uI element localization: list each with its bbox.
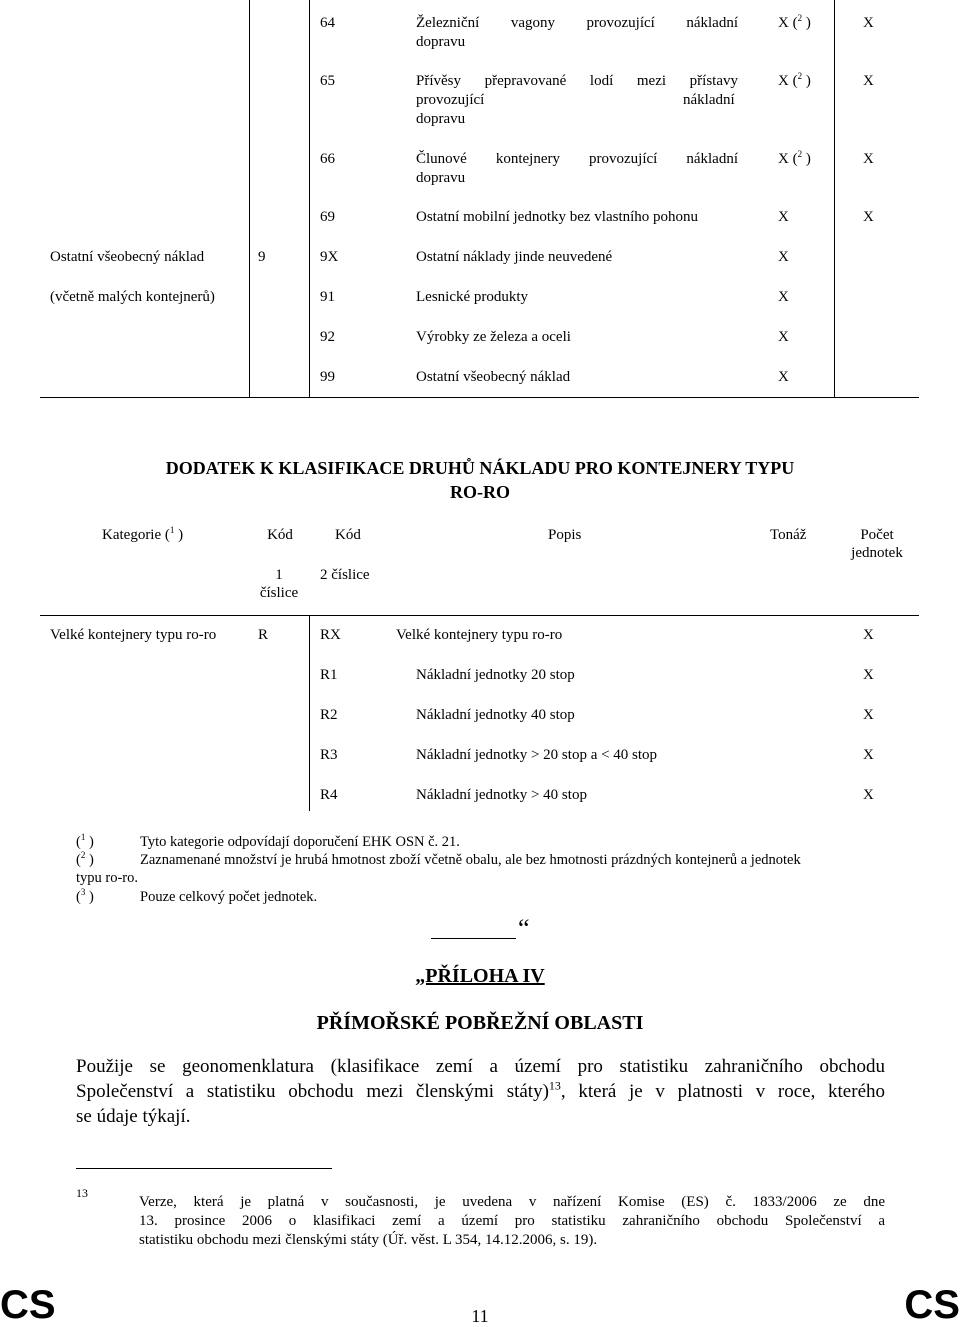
note-text: Tyto kategorie odpovídají doporučení EHK OSN č. 21. bbox=[140, 834, 460, 850]
body-line: se údaje týkají. bbox=[76, 1106, 191, 1127]
table-row-tonaz: X ($^2$ ) bbox=[778, 13, 811, 31]
header-tonaz: Tonáž bbox=[770, 527, 807, 543]
table-row-desc: nákladní bbox=[683, 92, 735, 108]
table-row-code: 64 bbox=[320, 15, 335, 31]
table-row-kod1: R bbox=[258, 627, 269, 643]
table-row-pocet: X bbox=[863, 707, 874, 723]
table-row-code: 92 bbox=[320, 329, 335, 345]
table-row-code: 66 bbox=[320, 151, 335, 167]
table-row-pocet: X bbox=[863, 151, 874, 167]
note-marker: ($^1$ ) bbox=[76, 832, 94, 850]
table-row-desc: dopravu bbox=[416, 111, 466, 127]
closing-quote: “ bbox=[518, 914, 530, 943]
note-marker: ($^3$ ) bbox=[76, 887, 94, 905]
body-line: Použije se geonomenklatura (klasifikace zemí a území pro statistiku zahraničního obchodu bbox=[76, 1056, 885, 1077]
header-pocet: Počet jednotek bbox=[851, 527, 903, 561]
table-row-category: (včetně malých kontejnerů) bbox=[50, 289, 215, 305]
table-row-code: R4 bbox=[320, 787, 338, 803]
table-row-tonaz: X bbox=[778, 289, 789, 305]
footnote-text: Verze, která je platná v současnosti, je uvedena v nařízení Komise (ES) č. 1833/2006 ze dne 13. prosince 2006 o klasifikaci zemí a území pro statistiku zahraničního obchodu Společenství a statistiku obchodu mezi členskými státy (Úř. věst. L 354, 14.12.2006, s. 19). bbox=[139, 1194, 885, 1248]
table-row-code: 69 bbox=[320, 209, 335, 225]
table-row-code: R1 bbox=[320, 667, 338, 683]
header-kategorie: Kategorie ($^1$ ) bbox=[102, 525, 184, 543]
header-popis: Popis bbox=[548, 527, 582, 543]
table-row-desc: Lesnické produkty bbox=[416, 289, 529, 305]
table-row-desc: dopravu bbox=[416, 170, 466, 186]
table-row-pocet: X bbox=[863, 209, 874, 225]
table-row-pocet: X bbox=[863, 747, 874, 763]
table-row-code: RX bbox=[320, 627, 341, 643]
table-row-desc: Nákladní jednotky 20 stop bbox=[416, 667, 575, 683]
note-text: Pouze celkový počet jednotek. bbox=[140, 889, 318, 905]
annex-body bbox=[76, 1054, 885, 1129]
table-divider bbox=[40, 615, 919, 616]
table-row-tonaz: X bbox=[778, 369, 789, 385]
table-row-tonaz: X bbox=[778, 209, 789, 225]
table-row-code: 99 bbox=[320, 369, 335, 385]
table-row-tonaz: X ($^2$ ) bbox=[778, 71, 811, 89]
section-title-line: RO-RO bbox=[450, 482, 510, 502]
table-row-pocet: X bbox=[863, 73, 874, 89]
table-row-pocet: X bbox=[863, 627, 874, 643]
header-kod2-sub: 2 číslice bbox=[320, 567, 370, 583]
table-divider bbox=[309, 0, 310, 397]
footer-lang-right: CS bbox=[904, 1283, 960, 1327]
table-row-desc: Člunové kontejnery provozující nákladní bbox=[416, 151, 738, 167]
table-bottom-border bbox=[40, 397, 919, 398]
table-row-code: R3 bbox=[320, 747, 338, 763]
header-kod2: Kód bbox=[335, 527, 361, 543]
table-row-kod1: 9 bbox=[258, 249, 266, 265]
table-row-tonaz: X bbox=[778, 249, 789, 265]
footnote-separator bbox=[76, 1168, 332, 1169]
note-text: typu ro-ro. bbox=[76, 870, 139, 886]
table-row-desc: Ostatní všeobecný náklad bbox=[416, 369, 571, 385]
table-row-desc: Ostatní mobilní jednotky bez vlastního pohonu bbox=[416, 209, 699, 225]
table-row-desc: Železniční vagony provozující nákladní bbox=[416, 15, 738, 31]
table-row-desc: Ostatní náklady jinde neuvedené bbox=[416, 249, 613, 265]
table-row-code: 9X bbox=[320, 249, 339, 265]
table-row-pocet: X bbox=[863, 787, 874, 803]
table-row-desc: Nákladní jednotky > 20 stop a < 40 stop bbox=[416, 747, 658, 763]
body-line: Společenství a statistiku obchodu mezi členskými státy)$^{13}$, která je v platnosti v roce, kterého bbox=[76, 1078, 886, 1102]
section-title bbox=[0, 456, 960, 504]
note-text: Zaznamenané množství je hrubá hmotnost zboží včetně obalu, ale bez hmotnosti prázdných kontejnerů a jednotek bbox=[140, 852, 801, 868]
table-row-code: 65 bbox=[320, 73, 335, 89]
table-divider bbox=[309, 615, 310, 811]
note-marker: ($^2$ ) bbox=[76, 850, 94, 868]
table-row-tonaz: X bbox=[778, 329, 789, 345]
table-row-desc: provozující bbox=[416, 92, 485, 108]
table-row-desc: Velké kontejnery typu ro-ro bbox=[396, 627, 563, 643]
table-row-pocet: X bbox=[863, 667, 874, 683]
table-row-desc: Nákladní jednotky > 40 stop bbox=[416, 787, 587, 803]
footnote-number: 13 bbox=[76, 1186, 88, 1200]
table-row-category: Ostatní všeobecný náklad bbox=[50, 249, 205, 265]
closing-rule bbox=[431, 938, 516, 939]
footer-lang-left: CS bbox=[0, 1283, 56, 1327]
page-number: 11 bbox=[471, 1306, 489, 1326]
table-row-code: R2 bbox=[320, 707, 338, 723]
section-title-line: DODATEK K KLASIFIKACE DRUHŮ NÁKLADU PRO KONTEJNERY TYPU bbox=[165, 458, 795, 478]
table-row-desc: dopravu bbox=[416, 34, 466, 50]
table-row-tonaz: X ($^2$ ) bbox=[778, 149, 811, 167]
annex-title: „PŘÍLOHA IV bbox=[415, 965, 545, 987]
header-kod1: Kód 1 číslice bbox=[259, 527, 299, 601]
table-row-desc: Nákladní jednotky 40 stop bbox=[416, 707, 575, 723]
table-row-code: 91 bbox=[320, 289, 335, 305]
table-divider bbox=[249, 0, 250, 397]
table-divider bbox=[834, 0, 835, 397]
annex-subtitle: PŘÍMOŘSKÉ POBŘEŽNÍ OBLASTI bbox=[316, 1012, 644, 1034]
table-row-desc: Výrobky ze železa a oceli bbox=[416, 329, 571, 345]
table-row-category: Velké kontejnery typu ro-ro bbox=[50, 627, 217, 643]
table-row-desc: Přívěsy přepravované lodí mezi přístavy bbox=[416, 73, 738, 89]
table-row-pocet: X bbox=[863, 15, 874, 31]
